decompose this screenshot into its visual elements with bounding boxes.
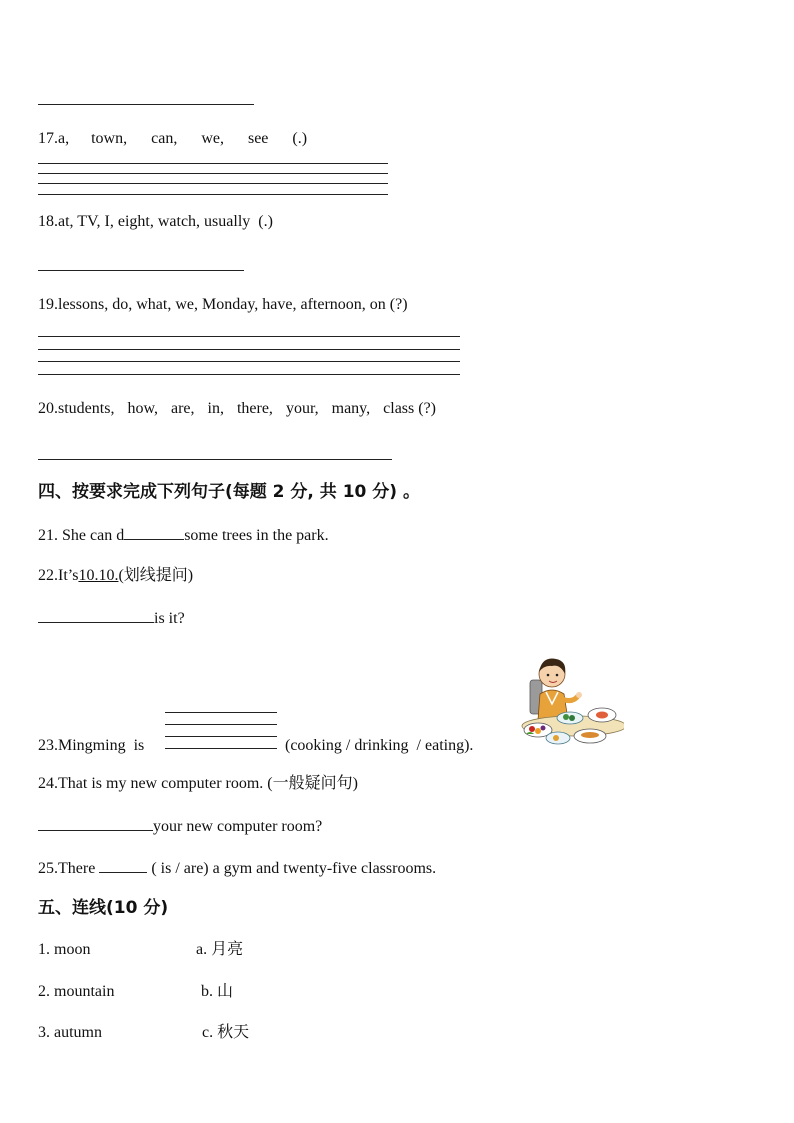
q20-word: many,: [331, 400, 371, 417]
q20-word: how,: [127, 400, 158, 417]
question-24: 24.That is my new computer room. (一般疑问句): [38, 775, 358, 792]
q25-text-after: ( is / are) a gym and twenty-five classrooms.: [151, 860, 437, 877]
match-right-item[interactable]: a. 月亮: [196, 941, 244, 958]
q25-text-before: 25.There: [38, 860, 96, 877]
q22-prefix: 22.It’s: [38, 567, 79, 584]
section-4-title: 四、按要求完成下列句子(每题 2 分, 共 10 分) 。: [38, 482, 420, 502]
q20-word: in,: [207, 400, 224, 417]
match-left-item[interactable]: 2. mountain: [38, 983, 115, 1000]
q17-punctuation: (.): [292, 130, 308, 147]
q20-word: students,: [58, 400, 115, 417]
question-18: 18.at, TV, I, eight, watch, usually (.): [38, 213, 273, 230]
q21-blank[interactable]: [124, 524, 184, 540]
answer-line-19[interactable]: [38, 349, 460, 350]
question-19: 19.lessons, do, what, we, Monday, have, afternoon, on (?): [38, 296, 408, 313]
q17-number: 17.: [38, 130, 58, 147]
answer-line-17[interactable]: [38, 183, 388, 184]
q20-word: are,: [170, 400, 195, 417]
q20-word: class: [383, 400, 415, 417]
q23-answer-line[interactable]: [165, 736, 277, 737]
q20-punctuation: (?): [418, 400, 437, 417]
q22-underlined-time: 10.10.: [78, 567, 119, 584]
q23-options: (cooking / drinking / eating).: [285, 737, 474, 754]
answer-line-19[interactable]: [38, 361, 460, 362]
q22-answer-suffix: is it?: [154, 610, 185, 627]
question-22-answer: [38, 607, 185, 629]
answer-line-19[interactable]: [38, 336, 460, 337]
question-24-answer: [38, 815, 322, 837]
q23-answer-line[interactable]: [165, 724, 277, 725]
q21-text-after: some trees in the park.: [184, 527, 329, 544]
q17-word: we,: [201, 130, 224, 147]
answer-line-17[interactable]: [38, 194, 388, 195]
q22-instruction: (划线提问): [118, 567, 194, 584]
question-21: [38, 524, 329, 546]
question-22: [38, 566, 193, 586]
section-5-title: 五、连线(10 分): [38, 898, 169, 918]
question-23: 23.Mingming is: [38, 737, 145, 754]
q23-answer-line[interactable]: [165, 748, 277, 749]
match-right-item[interactable]: c. 秋天: [202, 1024, 250, 1041]
q20-word: your,: [285, 400, 319, 417]
q25-blank[interactable]: [99, 857, 147, 873]
q20-word: there,: [236, 400, 273, 417]
q21-text-before: . She can d: [54, 527, 125, 544]
q23-answer-line[interactable]: [165, 712, 277, 713]
match-left-item[interactable]: 1. moon: [38, 941, 91, 958]
match-right-item[interactable]: b. 山: [201, 983, 234, 1000]
q17-word: can,: [151, 130, 178, 147]
question-20: [38, 399, 436, 419]
boy-eating-illustration: [512, 652, 624, 752]
q17-word: see: [247, 130, 269, 147]
answer-line-17[interactable]: [38, 163, 388, 164]
answer-line-17[interactable]: [38, 173, 388, 174]
q22-blank[interactable]: [38, 607, 154, 623]
q20-number: 20.: [38, 400, 58, 417]
q24-blank[interactable]: [38, 815, 153, 831]
match-left-item[interactable]: 3. autumn: [38, 1024, 102, 1041]
question-25: [38, 857, 436, 879]
answer-line-18[interactable]: [38, 270, 244, 271]
q24-answer-suffix: your new computer room?: [153, 818, 323, 835]
question-17: [38, 129, 307, 149]
q17-word: town,: [91, 130, 128, 147]
q17-word: a,: [58, 130, 70, 147]
answer-line-20[interactable]: [38, 459, 392, 460]
answer-line-16[interactable]: [38, 104, 254, 105]
answer-line-19[interactable]: [38, 374, 460, 375]
q21-number: 21: [38, 527, 54, 544]
